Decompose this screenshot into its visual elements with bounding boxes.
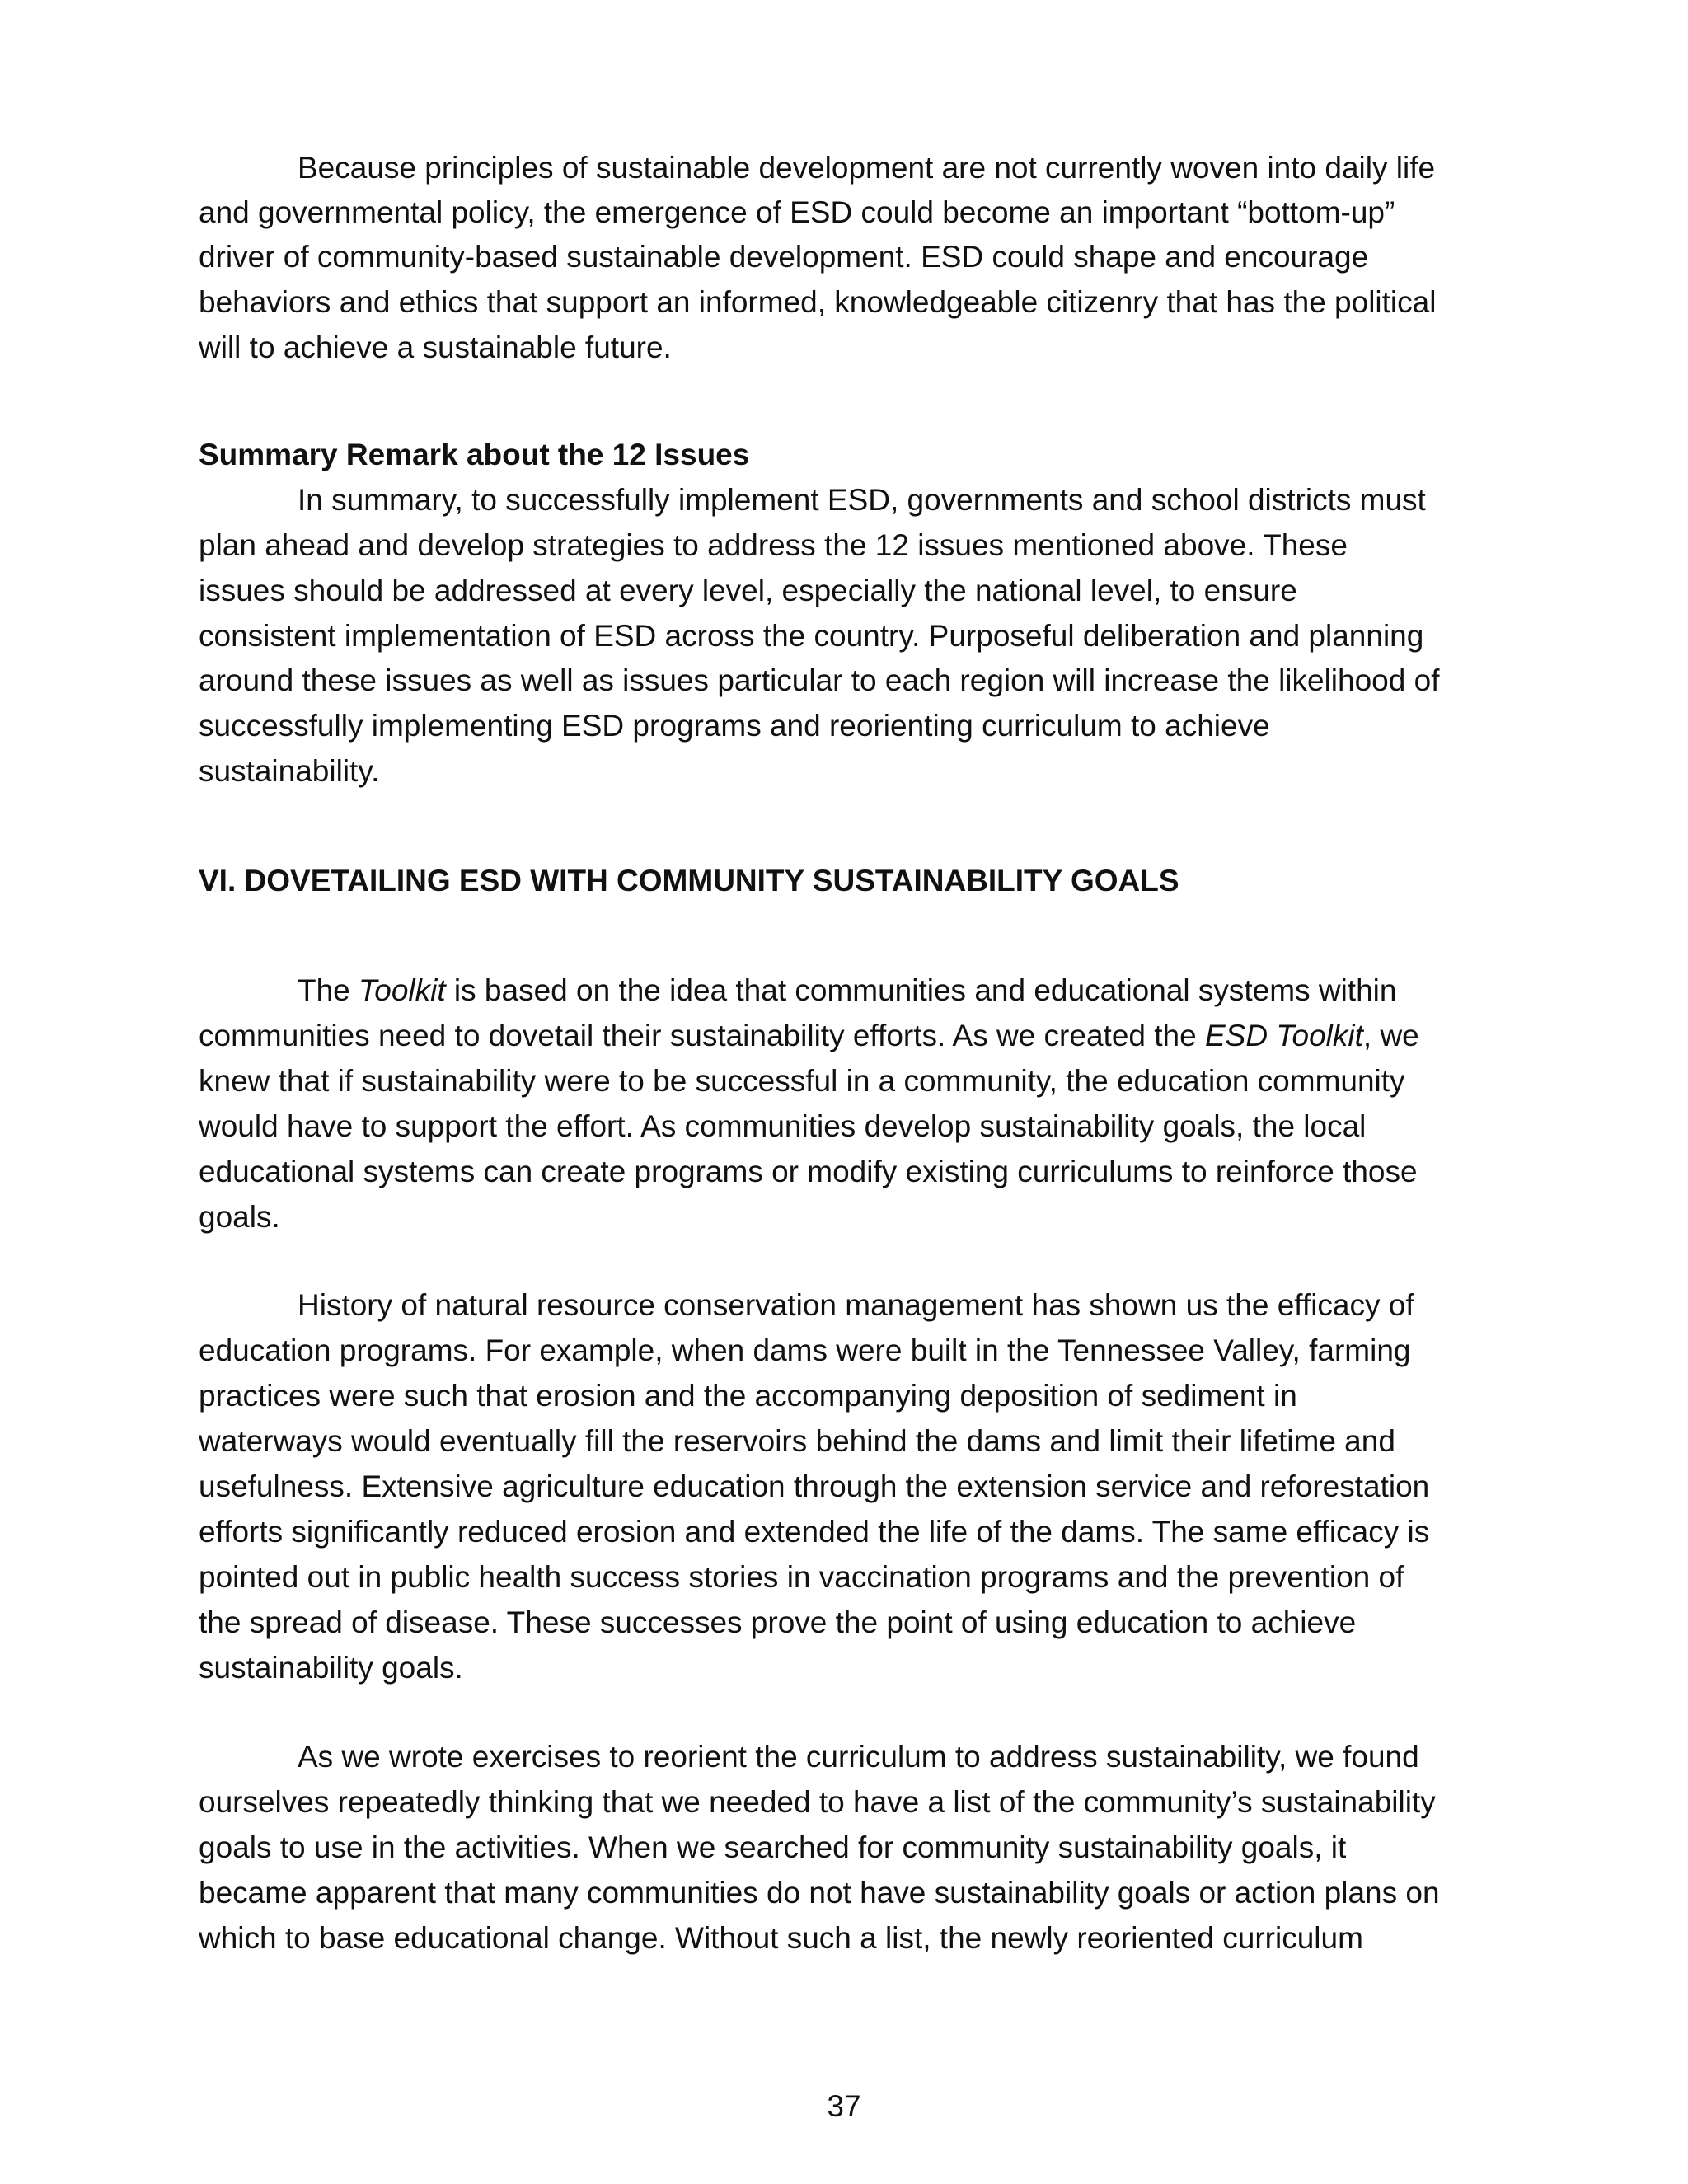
paragraph-line [199,1018,1419,1054]
paragraph-line: which to base educational change. Without such a list, the newly reoriented curriculum [199,1921,1363,1955]
paragraph-line: History of natural resource conservation management has shown us the efficacy of [298,1288,1414,1322]
paragraph-line: As we wrote exercises to reorient the curriculum to address sustainability, we found [298,1740,1419,1774]
section-title: VI. DOVETAILING ESD WITH COMMUNITY SUSTAINABILITY GOALS [199,864,1179,898]
paragraph-line: issues should be addressed at every level, especially the national level, to ensure [199,574,1297,607]
paragraph-line: goals to use in the activities. When we searched for community sustainability goals, it [199,1830,1347,1864]
paragraph-line: would have to support the effort. As communities develop sustainability goals, the local [199,1109,1367,1143]
italic-text: Toolkit [359,973,446,1007]
paragraph-line: education programs. For example, when dams were built in the Tennessee Valley, farming [199,1333,1411,1367]
paragraph-line [298,972,1396,1009]
paragraph-line: will to achieve a sustainable future. [199,330,672,364]
paragraph-line: goals. [199,1200,280,1234]
paragraph-line: driver of community-based sustainable development. ESD could shape and encourage [199,240,1369,274]
italic-text: ESD Toolkit [1204,1019,1363,1052]
text-span: The [298,973,359,1007]
paragraph-line: plan ahead and develop strategies to address the 12 issues mentioned above. These [199,528,1348,562]
text-span: , we [1362,1019,1419,1052]
paragraph-line: behaviors and ethics that support an informed, knowledgeable citizenry that has the political [199,285,1437,319]
paragraph-line: Because principles of sustainable development are not currently woven into daily life [298,151,1436,185]
paragraph-line: practices were such that erosion and the accompanying deposition of sediment in [199,1379,1297,1413]
paragraph-line: efforts significantly reduced erosion and extended the life of the dams. The same efficacy is [199,1515,1430,1549]
paragraph-line: consistent implementation of ESD across the country. Purposeful deliberation and planning [199,619,1424,653]
paragraph-line: became apparent that many communities do not have sustainability goals or action plans on [199,1876,1440,1910]
summary-heading: Summary Remark about the 12 Issues [199,438,750,471]
paragraph-line: waterways would eventually fill the reservoirs behind the dams and limit their lifetime and [199,1424,1395,1458]
paragraph-line: pointed out in public health success stories in vaccination programs and the prevention of [199,1560,1404,1594]
paragraph-line: ourselves repeatedly thinking that we needed to have a list of the community’s sustainability [199,1785,1436,1819]
paragraph-line: successfully implementing ESD programs and reorienting curriculum to achieve [199,709,1270,743]
paragraph-line: sustainability. [199,754,380,788]
paragraph-line: around these issues as well as issues particular to each region will increase the likelihood of [199,663,1440,697]
paragraph-line: and governmental policy, the emergence of ESD could become an important “bottom-up” [199,195,1395,229]
paragraph-line: knew that if sustainability were to be successful in a community, the education community [199,1064,1405,1098]
paragraph-line: educational systems can create programs or modify existing curriculums to reinforce those [199,1155,1418,1188]
text-span: communities need to dovetail their sustainability efforts. As we created the [199,1019,1205,1052]
page-number: 37 [827,2089,861,2123]
paragraph-line: sustainability goals. [199,1651,463,1685]
paragraph-line: In summary, to successfully implement ESD, governments and school districts must [298,483,1426,517]
paragraph-line: the spread of disease. These successes prove the point of using education to achieve [199,1605,1357,1639]
text-span: is based on the idea that communities and educational systems within [445,973,1397,1007]
paragraph-line: usefulness. Extensive agriculture education through the extension service and reforestation [199,1469,1430,1503]
